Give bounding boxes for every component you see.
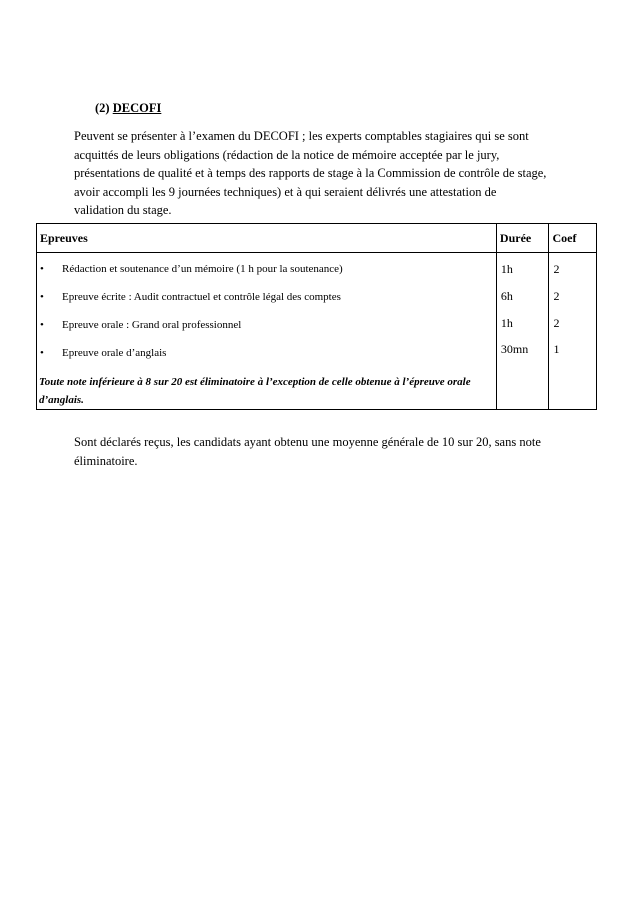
table-body-row [37, 253, 597, 410]
duree-value: 1h [500, 316, 513, 330]
coef-value: 2 [553, 262, 560, 276]
outro-paragraph [74, 433, 574, 471]
coef-cell [549, 253, 597, 410]
epreuve-label: Epreuve orale : Grand oral professionnel [62, 319, 242, 331]
section-heading [95, 101, 161, 116]
list-item [40, 263, 343, 275]
coef-value: 2 [553, 289, 560, 303]
epreuve-label: Epreuve orale d’anglais [62, 347, 167, 359]
list-item [40, 347, 166, 359]
header-coef: Coef [549, 224, 597, 253]
section-number: (2) [95, 101, 110, 115]
intro-line: présentations de qualité et à temps des rapports de stage à la Commission de contrôle de stage, [74, 166, 547, 180]
duree-value: 1h [500, 262, 513, 276]
duree-cell [496, 253, 549, 410]
epreuve-label: Epreuve écrite : Audit contractuel et contrôle légal des comptes [62, 291, 341, 303]
header-epreuves: Epreuves [37, 224, 497, 253]
bullet-icon: • [40, 291, 44, 303]
coef-value: 2 [553, 316, 560, 330]
header-duree: Durée [496, 224, 549, 253]
outro-line: Sont déclarés reçus, les candidats ayant obtenu une moyenne générale de 10 sur 20, sans note [74, 435, 541, 449]
bullet-icon: • [40, 263, 44, 275]
outro-line: éliminatoire. [74, 454, 138, 468]
bullet-icon: • [40, 347, 44, 359]
intro-line: acquittés de leurs obligations (rédaction de la notice de mémoire acceptée par le jury, [74, 147, 500, 162]
intro-paragraph [74, 127, 574, 220]
epreuves-cell [37, 253, 497, 410]
coef-value: 1 [553, 342, 560, 356]
list-item [40, 319, 241, 331]
duree-value: 6h [500, 289, 513, 303]
intro-line: avoir accompli les 9 journées techniques) et à qui seraient délivrés une attestation de [74, 184, 497, 199]
intro-line: validation du stage. [74, 203, 172, 217]
intro-line: Peuvent se présenter à l’examen du DECOFI ; les experts comptables stagiaires qui se sont [74, 129, 529, 143]
table-header-row [37, 224, 597, 253]
epreuve-label: Rédaction et soutenance d’un mémoire (1 h pour la soutenance) [62, 263, 343, 275]
section-title: DECOFI [112, 101, 162, 115]
elimination-note: Toute note inférieure à 8 sur 20 est éliminatoire à l’exception de celle obtenue à l’épreuve orale d’anglais. [39, 376, 471, 406]
exams-table [36, 223, 597, 410]
duree-value: 30mn [500, 342, 529, 356]
bullet-icon: • [40, 319, 44, 331]
list-item [40, 291, 341, 303]
